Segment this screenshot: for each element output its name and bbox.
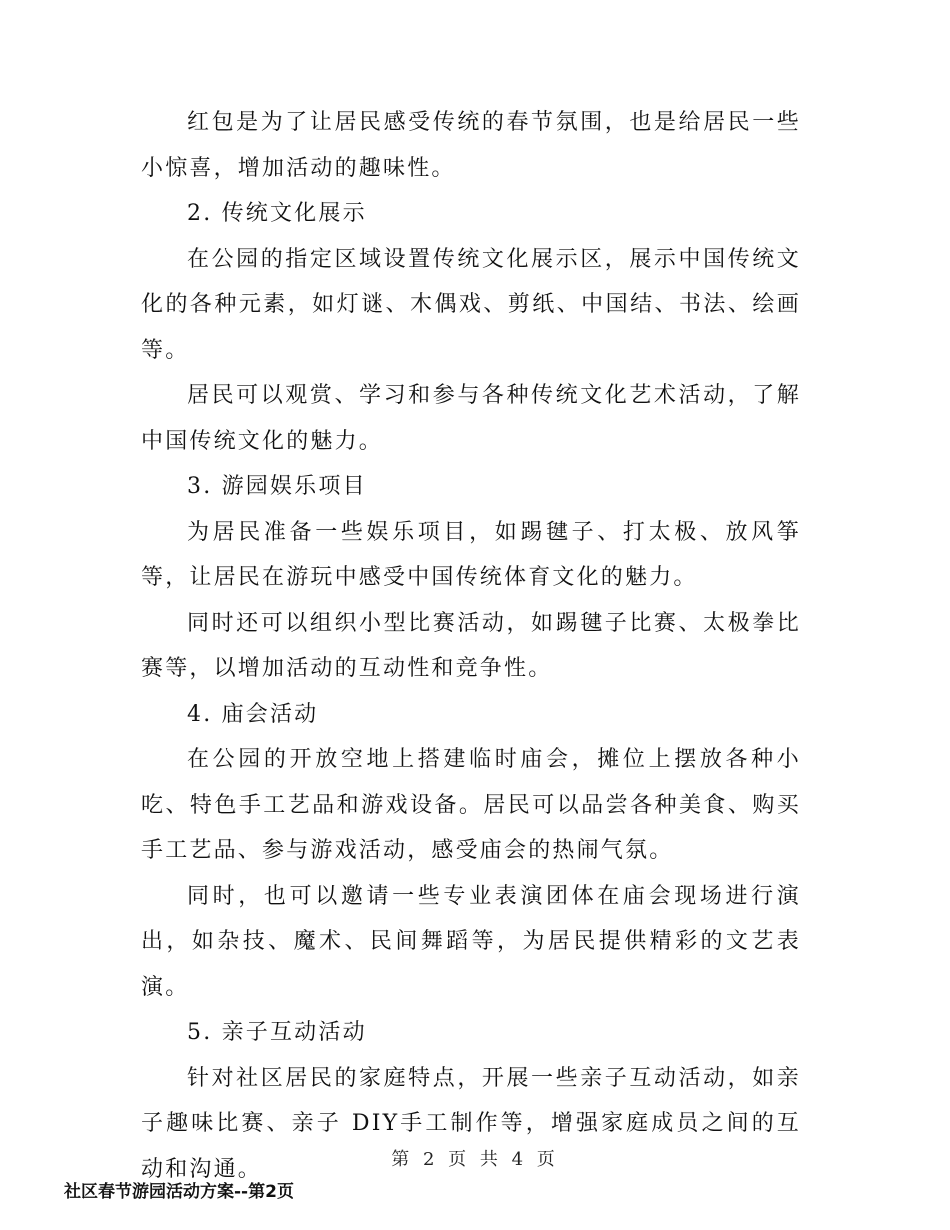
paragraph-parent-child: 针对社区居民的家庭特点，开展一些亲子互动活动，如亲子趣味比赛、亲子 DIY手工制作等，增强家庭成员之间的互动和沟通。 [141,1065,801,1182]
document-body [141,100,801,1192]
section-heading-temple-fair: 4. 庙会活动 [187,701,319,727]
paragraph-entertainment-items: 为居民准备一些娱乐项目，如踢毽子、打太极、放风筝等，让居民在游玩中感受中国传统体育文化的魅力。 [141,519,801,590]
page-number: 第 2 页 共 4 页 [391,1149,559,1170]
paragraph-competitions: 同时还可以组织小型比赛活动，如踢毽子比赛、太极拳比赛等，以增加活动的互动性和竞争性。 [141,610,801,681]
paragraph-culture-participation: 居民可以观赏、学习和参与各种传统文化艺术活动，了解中国传统文化的魅力。 [141,383,801,454]
section-heading-parent-child: 5. 亲子互动活动 [187,1020,367,1045]
paragraph-culture-display: 在公园的指定区域设置传统文化展示区，展示中国传统文化的各种元素，如灯谜、木偶戏、剪纸、中国结、书法、绘画等。 [141,246,801,363]
footer-doc-title: 社区春节游园活动方案--第2页 [64,1182,294,1202]
paragraph-red-envelope: 红包是为了让居民感受传统的春节氛围，也是给居民一些小惊喜，增加活动的趣味性。 [141,110,801,181]
paragraph-performances: 同时，也可以邀请一些专业表演团体在庙会现场进行演出，如杂技、魔术、民间舞蹈等，为居民提供精彩的文艺表演。 [141,883,801,1000]
section-heading-entertainment: 3. 游园娱乐项目 [187,474,367,499]
section-heading-traditional-culture: 2. 传统文化展示 [187,201,367,226]
paragraph-temple-fair: 在公园的开放空地上搭建临时庙会，摊位上摆放各种小吃、特色手工艺品和游戏设备。居民可以品尝各种美食、购买手工艺品、参与游戏活动，感受庙会的热闹气氛。 [141,747,801,863]
